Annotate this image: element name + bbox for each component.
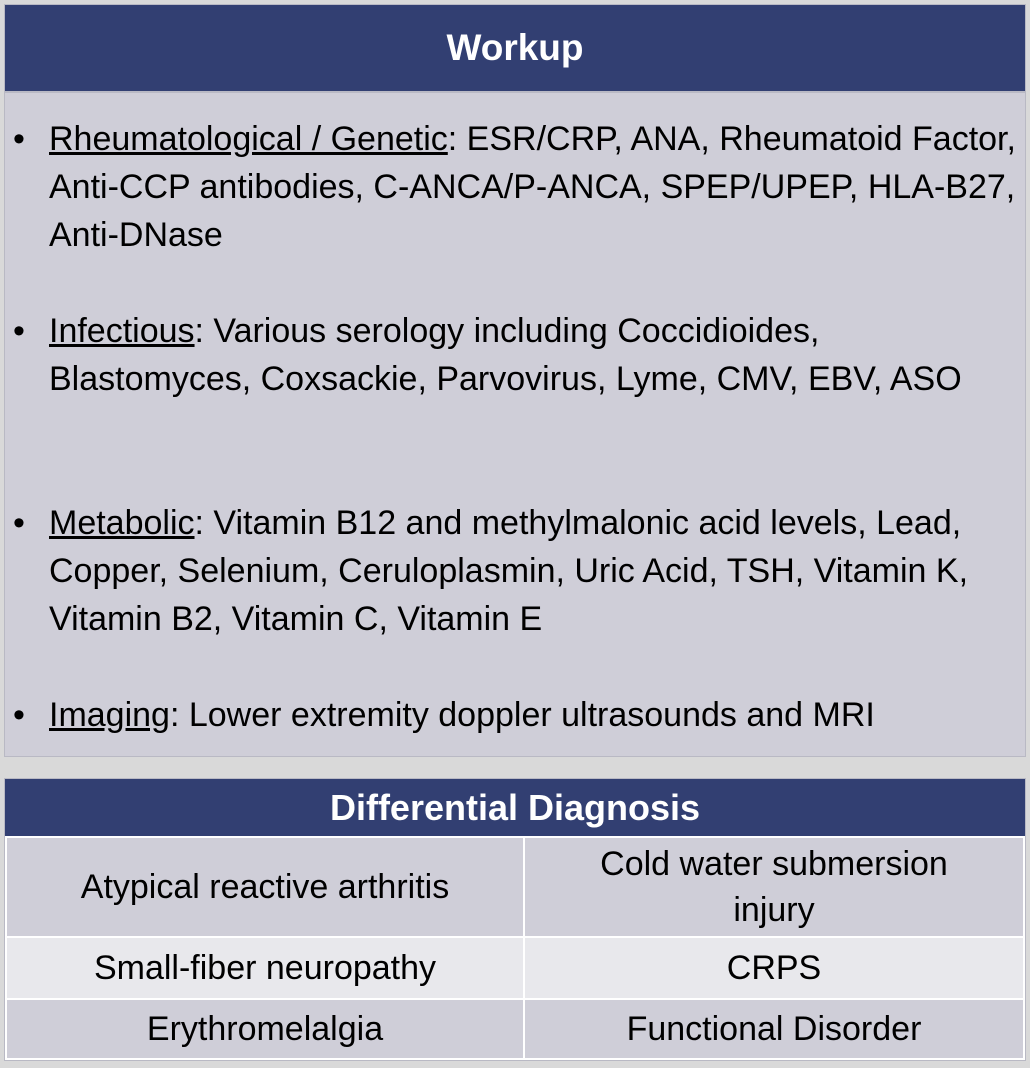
table-cell: Erythromelalgia <box>6 999 524 1059</box>
workup-title: Workup <box>5 5 1025 93</box>
table-cell: CRPS <box>524 937 1024 999</box>
workup-item-body <box>49 499 1021 643</box>
differential-diagnosis-panel <box>4 778 1026 1061</box>
table-row <box>6 937 1024 999</box>
workup-item-label: Rheumatological / Genetic <box>49 120 448 158</box>
workup-item-label: Infectious <box>49 312 195 350</box>
bullet-icon: • <box>13 696 25 734</box>
workup-item-body <box>49 691 1021 739</box>
table-row <box>6 837 1024 937</box>
workup-item-label: Metabolic <box>49 504 195 542</box>
table-row <box>6 999 1024 1059</box>
workup-item-body <box>49 307 1021 403</box>
differential-diagnosis-title: Differential Diagnosis <box>5 779 1025 836</box>
workup-item-body <box>49 115 1021 259</box>
workup-item-text: : Lower extremity doppler ultrasounds and MRI <box>169 696 875 734</box>
bullet-icon: • <box>13 312 25 350</box>
table-cell: Small-fiber neuropathy <box>6 937 524 999</box>
table-cell: Atypical reactive arthritis <box>6 837 524 937</box>
differential-diagnosis-table <box>5 836 1025 1060</box>
workup-item-text: : Vitamin B12 and methylmalonic acid levels, Lead, Copper, Selenium, Ceruloplasmin, Uric Acid, TSH, Vitamin K, Vitamin B2, Vitamin C, Vitamin E <box>49 504 969 638</box>
bullet-icon: • <box>13 120 25 158</box>
table-cell: Cold water submersion injury <box>524 837 1024 937</box>
workup-item-text: : Various serology including Coccidioides, Blastomyces, Coxsackie, Parvovirus, Lyme, CMV, EBV, ASO <box>49 312 962 398</box>
bullet-icon: • <box>13 504 25 542</box>
workup-panel <box>4 4 1026 757</box>
workup-item-text: : ESR/CRP, ANA, Rheumatoid Factor, Anti-CCP antibodies, C-ANCA/P-ANCA, SPEP/UPEP, HLA-B27, Anti-DNase <box>49 120 1016 254</box>
workup-item-label: Imaging <box>49 696 170 734</box>
table-cell: Functional Disorder <box>524 999 1024 1059</box>
